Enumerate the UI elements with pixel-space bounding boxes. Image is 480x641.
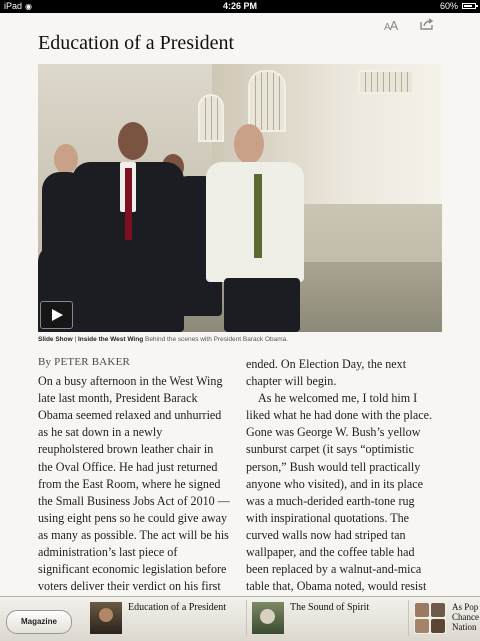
slideshow-play-button[interactable] (40, 301, 73, 329)
font-size-icon[interactable] (384, 18, 397, 33)
strip-item-label-line: Chance (452, 612, 479, 622)
article-column-left (38, 354, 230, 596)
strip-item-education-of-a-president[interactable] (90, 602, 240, 634)
article-paragraph: ended. On Election Day, the next chapter will begin. (246, 357, 407, 389)
window-arch (248, 70, 286, 132)
caption-separator: | (74, 336, 78, 343)
strip-item-label-line: As Pop (452, 602, 479, 612)
article-photo[interactable] (38, 64, 442, 332)
wifi-icon: ◉ (25, 2, 32, 11)
caption-prefix[interactable]: Slide Show (38, 336, 73, 343)
photo-caption (38, 336, 442, 343)
share-icon-glyph (420, 18, 434, 30)
strip-item-label (452, 602, 479, 632)
strip-item-sound-of-spirit[interactable] (252, 602, 402, 634)
person-figure (224, 278, 300, 332)
share-icon[interactable] (420, 17, 434, 35)
person-figure (118, 122, 148, 160)
caption-title: Inside the West Wing (77, 336, 144, 343)
carrier-label: iPad (4, 1, 23, 11)
person-figure (234, 124, 264, 164)
article-thumbnail (414, 602, 446, 634)
strip-divider (246, 600, 247, 636)
strip-item-as-pop-chance-nation[interactable] (414, 602, 480, 634)
magazine-button[interactable]: Magazine (6, 610, 72, 634)
window-arch (358, 70, 414, 94)
article-thumbnail (90, 602, 122, 634)
person-figure (125, 168, 132, 240)
font-large-glyph: A (389, 18, 398, 33)
status-time: 4:26 PM (222, 1, 257, 11)
strip-item-label-line: Nation (452, 622, 477, 632)
article-column-right (246, 356, 438, 598)
font-small-glyph: A (384, 22, 390, 33)
article-paragraph: As he welcomed me, I told him I liked what he had done with the place. Gone was George W. Bush’s yellow sunburst carpet (it says “optimistic person,” Bush would tell practically anyone who visited), and in its place was a much-derided earth-tone rug with inspirational quotations. The curved walls now had striped tan wallpaper, and the coffee table had been replaced by a walnut-and-mica table that, Obama noted, would resist (246, 391, 433, 594)
article-title: Education of a President (38, 32, 235, 54)
caption-text: Behind the scenes with President Barack Obama. (144, 336, 289, 343)
status-bar (0, 0, 480, 13)
byline: By PETER BAKER (38, 356, 131, 368)
battery-icon (462, 3, 476, 9)
window-arch (198, 94, 224, 142)
strip-item-label: The Sound of Spirit (290, 602, 370, 613)
person-figure (254, 174, 262, 258)
battery-percentage: 60% (439, 1, 458, 11)
article-paragraph: On a busy afternoon in the West Wing late last month, President Barack Obama seemed relaxed and unhurried as he sat down in a newly reupholstered brown leather chair in the Oval Office. He had just returned from the East Room, where he signed the Small Business Jobs Act of 2010 — using eight pens so he could give away as many as possible. The act will be his administration’s last piece of significant economic legislation before voters deliver their verdict on his first (38, 374, 230, 594)
strip-item-label: Education of a President (128, 602, 227, 613)
strip-divider (408, 600, 409, 636)
article-thumbnail (252, 602, 284, 634)
